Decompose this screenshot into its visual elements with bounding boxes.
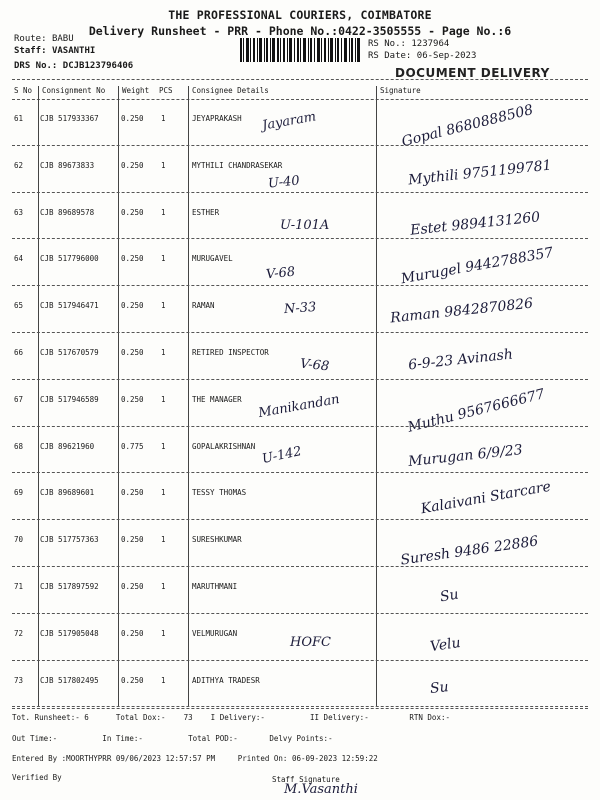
recipient-signature: Raman 9842870826 bbox=[389, 295, 534, 327]
row-consignee-name: THE MANAGER bbox=[192, 394, 242, 404]
handwritten-note: U-142 bbox=[260, 443, 304, 467]
col-header-signature: Signature bbox=[380, 86, 421, 95]
row-weight: 0.250 bbox=[121, 348, 144, 357]
document-subtitle: Delivery Runsheet - PRR - Phone No.:0422-3505555 - Page No.:6 bbox=[88, 24, 512, 38]
route-label: Route: bbox=[14, 34, 47, 44]
header-meta-left bbox=[14, 33, 133, 72]
row-consignment-no: CJB 517670579 bbox=[40, 348, 99, 357]
row-sno: 72 bbox=[14, 628, 24, 638]
recipient-signature: Kalaivani Starcare bbox=[419, 479, 553, 518]
row-consignee-name: MYTHILI CHANDRASEKAR bbox=[192, 160, 283, 170]
row-consignment-no: CJB 517933367 bbox=[40, 114, 99, 123]
row-consignment-no: CJB 517757363 bbox=[40, 535, 99, 545]
row-consignment-no: CJB 517905048 bbox=[40, 628, 99, 638]
rs-no-label: RS No.: bbox=[368, 39, 406, 49]
handwritten-note: V-68 bbox=[265, 264, 296, 283]
row-consignee-name: MARUTHMANI bbox=[192, 582, 238, 591]
row-divider bbox=[12, 472, 588, 473]
footer-entered: Entered By :MOORTHYPRR 09/06/2023 12:57:57 PM Printed On: 06-09-2023 12:59:22 bbox=[12, 754, 378, 763]
row-weight: 0.250 bbox=[121, 675, 144, 685]
row-weight: 0.775 bbox=[121, 441, 144, 451]
row-pcs: 1 bbox=[161, 488, 166, 498]
handwritten-note: Manikandan bbox=[257, 391, 341, 421]
row-consignee-name: ESTHER bbox=[192, 207, 220, 217]
col-header-consignee: Consignee Details bbox=[192, 86, 269, 95]
row-sno: 70 bbox=[14, 535, 24, 545]
recipient-signature: Muthu 9567666677 bbox=[406, 386, 547, 436]
staff-signature-scribble: M.Vasanthi bbox=[284, 782, 358, 797]
footer-times: Out Time:- In Time:- Total POD:- Delvy Points:- bbox=[12, 734, 333, 743]
row-sno: 61 bbox=[14, 114, 24, 123]
row-weight: 0.250 bbox=[121, 488, 144, 498]
staff-signature-label: Staff Signature bbox=[272, 775, 340, 784]
row-consignee-name: VELMURUGAN bbox=[192, 628, 238, 638]
row-consignment-no: CJB 517946471 bbox=[40, 301, 99, 311]
row-divider bbox=[12, 285, 588, 286]
row-weight: 0.250 bbox=[121, 628, 144, 638]
row-consignment-no: CJB 517946589 bbox=[40, 394, 99, 404]
row-divider bbox=[12, 426, 588, 427]
row-sno: 68 bbox=[14, 441, 24, 451]
recipient-signature: Suresh 9486 22886 bbox=[399, 533, 540, 569]
row-weight: 0.250 bbox=[121, 207, 144, 217]
recipient-signature: Mythili 9751199781 bbox=[407, 157, 553, 189]
row-divider bbox=[12, 192, 588, 193]
row-divider bbox=[12, 145, 588, 146]
row-consignee-name: SURESHKUMAR bbox=[192, 535, 242, 545]
row-weight: 0.250 bbox=[121, 394, 144, 404]
row-divider bbox=[12, 332, 588, 333]
rs-meta bbox=[368, 38, 476, 62]
handwritten-note: U-40 bbox=[267, 173, 301, 192]
row-divider bbox=[12, 660, 588, 661]
barcode-image bbox=[240, 38, 360, 62]
row-divider bbox=[12, 519, 588, 520]
row-consignee-name: RAMAN bbox=[192, 301, 215, 311]
row-sno: 69 bbox=[14, 488, 24, 498]
document-title: THE PROFESSIONAL COURIERS, COIMBATORE bbox=[168, 8, 432, 22]
row-consignment-no: CJB 89689578 bbox=[40, 207, 95, 217]
staff-value: VASANTHI bbox=[51, 46, 96, 56]
recipient-signature: Estet 9894131260 bbox=[409, 208, 541, 239]
row-consignment-no: CJB 517802495 bbox=[40, 675, 99, 685]
row-consignment-no: CJB 89689601 bbox=[40, 488, 95, 498]
recipient-signature: Velu bbox=[429, 634, 462, 655]
col-header-sno: S No bbox=[14, 86, 33, 95]
row-weight: 0.250 bbox=[121, 535, 144, 545]
row-pcs: 1 bbox=[161, 301, 166, 311]
drs-label: DRS No.: bbox=[14, 61, 58, 71]
row-consignee-name: RETIRED INSPECTOR bbox=[192, 348, 269, 357]
row-weight: 0.250 bbox=[121, 301, 144, 311]
recipient-signature: Murugan 6/9/23 bbox=[407, 441, 524, 470]
divider bbox=[12, 708, 588, 709]
row-divider bbox=[12, 613, 588, 614]
row-consignment-no: CJB 517897592 bbox=[40, 582, 99, 591]
rs-no-value: 1237964 bbox=[411, 39, 450, 49]
recipient-signature: Su bbox=[438, 586, 460, 606]
row-pcs: 1 bbox=[161, 254, 166, 264]
row-divider bbox=[12, 238, 588, 239]
row-weight: 0.250 bbox=[121, 254, 144, 264]
col-header-pcs: PCS bbox=[159, 86, 173, 95]
row-divider bbox=[12, 379, 588, 380]
handwritten-note: Jayaram bbox=[261, 109, 318, 134]
footer-totals: Tot. Runsheet:- 6 Total Dox:- 73 I Delivery:- II Delivery:- RTN Dox:- bbox=[12, 713, 450, 722]
recipient-signature: Murugel 9442788357 bbox=[399, 245, 555, 288]
route-value: BABU bbox=[51, 34, 74, 44]
row-sno: 71 bbox=[14, 582, 24, 591]
row-pcs: 1 bbox=[161, 348, 166, 357]
recipient-signature: Su bbox=[429, 678, 450, 697]
row-weight: 0.250 bbox=[121, 114, 144, 123]
row-pcs: 1 bbox=[161, 207, 166, 217]
row-consignment-no: CJB 89673833 bbox=[40, 160, 95, 170]
verified-by-label: Verified By bbox=[12, 773, 62, 782]
row-pcs: 1 bbox=[161, 160, 166, 170]
row-sno: 67 bbox=[14, 394, 24, 404]
row-pcs: 1 bbox=[161, 441, 166, 451]
divider bbox=[12, 79, 588, 80]
recipient-signature: Gopal 8680888508 bbox=[400, 101, 535, 151]
row-weight: 0.250 bbox=[121, 160, 144, 170]
row-sno: 63 bbox=[14, 207, 24, 217]
document-delivery-stamp: DOCUMENT DELIVERY bbox=[395, 66, 550, 80]
row-sno: 62 bbox=[14, 160, 24, 170]
row-consignee-name: TESSY THOMAS bbox=[192, 488, 247, 498]
handwritten-note: U-101A bbox=[280, 217, 330, 233]
staff-label: Staff: bbox=[14, 46, 47, 56]
row-pcs: 1 bbox=[161, 628, 166, 638]
row-consignment-no: CJB 89621960 bbox=[40, 441, 95, 451]
col-header-weight: Weight bbox=[122, 86, 150, 95]
col-header-consignment: Consignment No bbox=[42, 86, 106, 95]
row-pcs: 1 bbox=[161, 535, 166, 545]
rs-date-label: RS Date: bbox=[368, 51, 412, 61]
row-weight: 0.250 bbox=[121, 582, 144, 591]
divider bbox=[12, 99, 588, 100]
row-pcs: 1 bbox=[161, 675, 166, 685]
row-sno: 64 bbox=[14, 254, 24, 264]
handwritten-note: V-68 bbox=[299, 356, 330, 375]
row-pcs: 1 bbox=[161, 582, 166, 591]
row-divider bbox=[12, 566, 588, 567]
row-sno: 65 bbox=[14, 301, 24, 311]
rs-date-value: 06-Sep-2023 bbox=[416, 51, 477, 61]
row-consignee-name: GOPALAKRISHNAN bbox=[192, 441, 256, 451]
row-consignee-name: ADITHYA TRADESR bbox=[192, 675, 260, 685]
row-sno: 73 bbox=[14, 675, 24, 685]
row-pcs: 1 bbox=[161, 114, 166, 123]
handwritten-note: HOFC bbox=[290, 634, 331, 650]
handwritten-note: N-33 bbox=[283, 300, 317, 318]
row-pcs: 1 bbox=[161, 394, 166, 404]
row-consignment-no: CJB 517796000 bbox=[40, 254, 99, 264]
recipient-signature: 6-9-23 Avinash bbox=[407, 346, 514, 374]
row-consignee-name: JEYAPRAKASH bbox=[192, 114, 242, 123]
row-sno: 66 bbox=[14, 348, 24, 357]
drs-value: DCJB123796406 bbox=[62, 61, 134, 71]
row-consignee-name: MURUGAVEL bbox=[192, 254, 233, 264]
